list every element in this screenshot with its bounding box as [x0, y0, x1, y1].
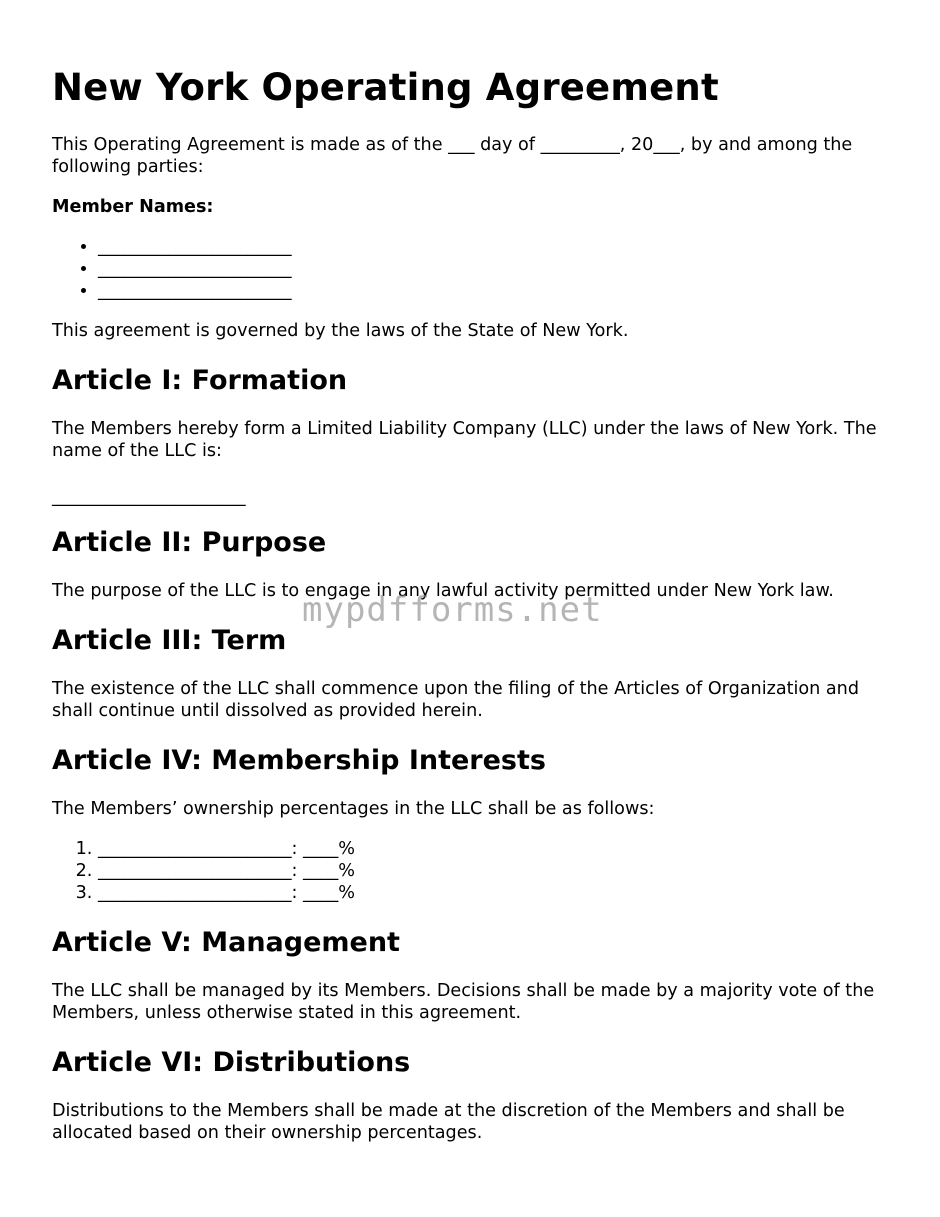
- article-6-text: Distributions to the Members shall be made at the discretion of the Members and shall be allocated based on their ownership percentages.: [52, 1101, 845, 1143]
- member-names-label: Member Names:: [52, 197, 214, 217]
- article-3-text: The existence of the LLC shall commence upon the filing of the Articles of Organization and shall continue until dissolved as provided herein.: [52, 679, 860, 721]
- ownership-item: 1. ______________________: ____%: [98, 838, 892, 860]
- governing-law-paragraph: This agreement is governed by the laws of the State of New York.: [52, 321, 629, 341]
- article-6-heading: Article VI: Distributions: [52, 1047, 411, 1078]
- intro-paragraph: This Operating Agreement is made as of the ___ day of _________, 20___, by and among the following parties:: [52, 135, 853, 177]
- article-2-heading: Article II: Purpose: [52, 527, 327, 558]
- document-title: New York Operating Agreement: [52, 66, 719, 109]
- article-5-heading: Article V: Management: [52, 927, 400, 958]
- member-name-blank: • ______________________: [98, 258, 892, 280]
- llc-name-blank: ______________________: [52, 487, 246, 507]
- article-1-heading: Article I: Formation: [52, 365, 348, 396]
- ownership-item: 3. ______________________: ____%: [98, 882, 892, 904]
- ownership-list: [52, 838, 892, 904]
- article-3-heading: Article III: Term: [52, 625, 287, 656]
- article-2-text: The purpose of the LLC is to engage in any lawful activity permitted under New York law.: [52, 581, 834, 601]
- member-name-blank: • ______________________: [98, 236, 892, 258]
- watermark: mypdfforms.net: [302, 590, 603, 630]
- article-5-text: The LLC shall be managed by its Members. Decisions shall be made by a majority vote of the Members, unless otherwise stated in this agreement.: [52, 981, 875, 1023]
- ownership-item: 2. ______________________: ____%: [98, 860, 892, 882]
- article-4-text: The Members’ ownership percentages in the LLC shall be as follows:: [52, 799, 655, 819]
- article-1-text: The Members hereby form a Limited Liability Company (LLC) under the laws of New York. The name of the LLC is:: [52, 419, 877, 461]
- member-names-list: [52, 236, 892, 302]
- member-name-blank: • ______________________: [98, 280, 892, 302]
- document-page: [52, 64, 892, 1162]
- article-4-heading: Article IV: Membership Interests: [52, 745, 546, 776]
